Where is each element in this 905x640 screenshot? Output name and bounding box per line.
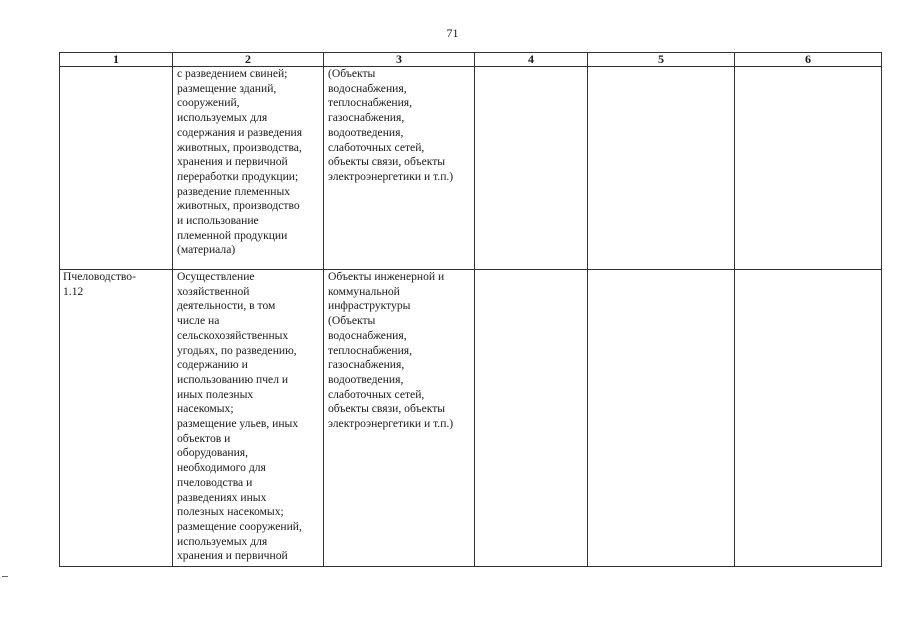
table-cell-code xyxy=(60,67,173,270)
column-header-3: 3 xyxy=(324,53,475,67)
column-header-1: 1 xyxy=(60,53,173,67)
column-header-5: 5 xyxy=(588,53,735,67)
table-cell-col6 xyxy=(735,270,882,567)
land-use-table xyxy=(59,52,882,567)
table-cell-col6 xyxy=(735,67,882,270)
table-row xyxy=(60,270,882,567)
table-cell-col5 xyxy=(588,270,735,567)
table-cell-description: с разведением свиней; размещение зданий, сооружений, используемых для содержания и разведения животных, производства, хранения и первичной переработки продукции; разведение племенных животных, производство и использование племенной продукции (материала) xyxy=(173,67,324,270)
table-cell-auxiliary-uses: (Объекты водоснабжения, теплоснабжения, газоснабжения, водоотведения, слаботочных сетей, объекты связи, объекты электроэнергетики и т.п.) xyxy=(324,67,475,270)
margin-mark xyxy=(2,576,8,577)
column-header-6: 6 xyxy=(735,53,882,67)
column-header-4: 4 xyxy=(475,53,588,67)
table-cell-code: Пчеловодство- 1.12 xyxy=(60,270,173,567)
table-cell-col5 xyxy=(588,67,735,270)
page-number: 71 xyxy=(446,26,459,40)
table-cell-auxiliary-uses: Объекты инженерной и коммунальной инфраструктуры (Объекты водоснабжения, теплоснабжения, газоснабжения, водоотведения, слаботочных сетей, объекты связи, объекты электроэнергетики и т.п.) xyxy=(324,270,475,567)
table-header-row xyxy=(60,53,882,67)
column-header-2: 2 xyxy=(173,53,324,67)
table-row xyxy=(60,67,882,270)
table-cell-col4 xyxy=(475,270,588,567)
table-cell-col4 xyxy=(475,67,588,270)
table-cell-description: Осуществление хозяйственной деятельности, в том числе на сельскохозяйственных угодьях, по разведению, содержанию и использованию пчел и иных полезных насекомых; размещение ульев, иных объектов и оборудования, необходимого для пчеловодства и разведениях иных полезных насекомых; размещение сооружений, используемых для хранения и первичной xyxy=(173,270,324,567)
